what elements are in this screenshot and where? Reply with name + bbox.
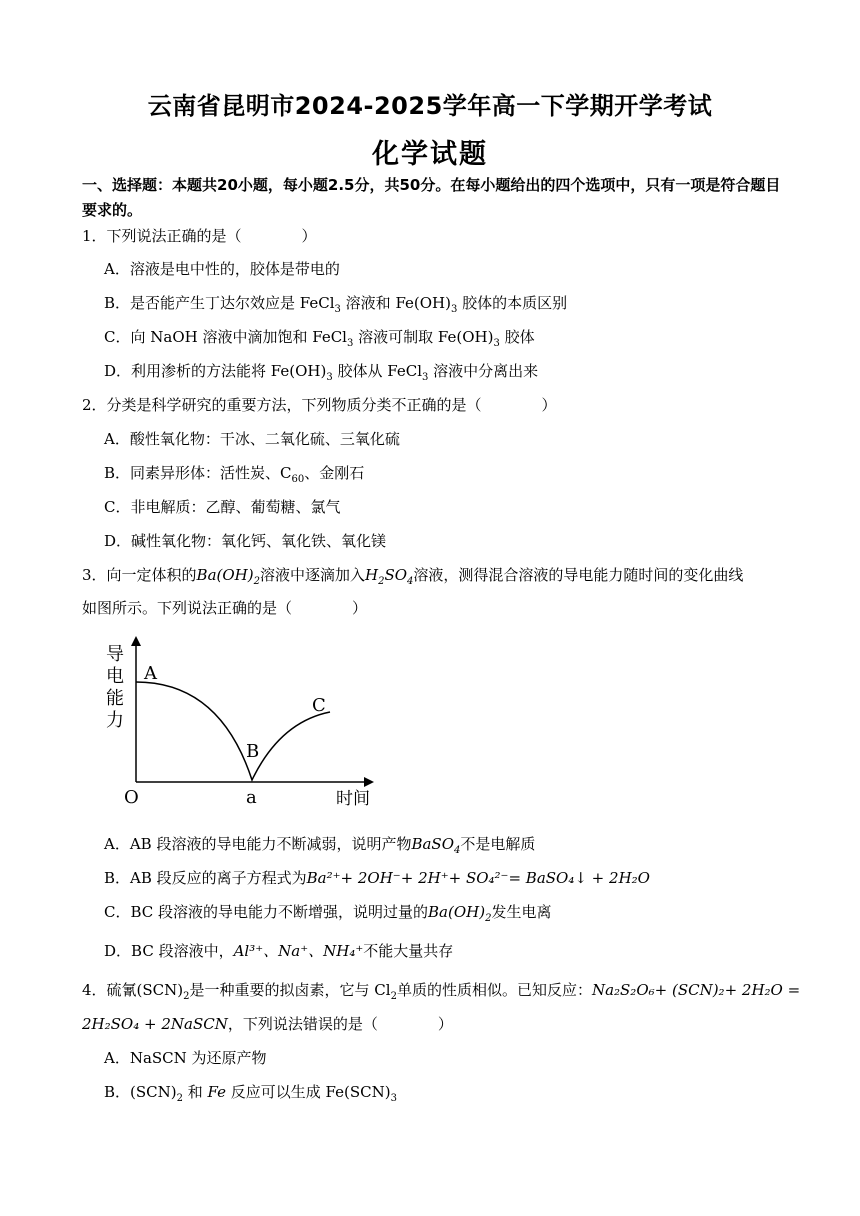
point-label-a: A [144,663,157,684]
q2-stem: 2．分类是科学研究的重要方法，下列物质分类不正确的是（ ） [82,396,557,414]
q4-option-b: B．$(SCN)_2$ 和 Fe 反应可以生成 $Fe(SCN)_3$ [104,1083,397,1104]
y-axis-label-1: 导 [106,644,124,665]
origin-label: O [124,787,139,808]
y-axis-label-3: 能 [106,688,124,709]
conductivity-chart [100,632,390,812]
q3-stem-line1: 3．向一定体积的$Ba(OH)_2$溶液中逐滴加入$H_2SO_4$溶液，测得混合溶液的导电能力随时间的变化曲线 [82,566,744,587]
y-axis-label-4: 力 [106,710,124,731]
q3-option-b: B．AB 段反应的离子方程式为Ba²⁺+ 2OH⁻+ 2H⁺+ SO₄²⁻= BaSO₄↓ + 2H₂O [104,869,650,887]
q2-option-b: B．同素异形体：活性炭、$C_{60}$、金刚石 [104,464,365,485]
point-label-c: C [312,695,326,716]
q3-option-d: D．BC 段溶液中，Al³⁺、Na⁺、NH₄⁺不能大量共存 [104,942,454,960]
y-axis-arrow [131,636,141,646]
x-tick-label-a: a [246,787,257,808]
q1-option-d: D．利用渗析的方法能将 $Fe(OH)_3$ 胶体从 FeCl$_3$ 溶液中分离出来 [104,362,539,383]
exam-subtitle: 化学试题 [372,139,488,170]
q3-option-c: C．BC 段溶液的导电能力不断增强，说明过量的$Ba(OH)_2$发生电离 [104,903,552,924]
q1-option-b: B．是否能产生丁达尔效应是 FeCl$_3$ 溶液和 $Fe(OH)_3$ 胶体的本质区别 [104,294,568,315]
q4-option-a: A．NaSCN 为还原产物 [104,1049,267,1067]
q1-option-c: C．向 NaOH 溶液中滴加饱和 FeCl$_3$ 溶液可制取 $Fe(OH)_3$ 胶体 [104,328,535,349]
q3-option-a: A．AB 段溶液的导电能力不断减弱，说明产物BaSO$_4$不是电解质 [104,835,536,856]
q2-option-a: A．酸性氧化物：干冰、二氧化硫、三氧化硫 [104,430,400,448]
q4-stem-line1: 4．硫氰$(SCN)_2$是一种重要的拟卤素，它与 $Cl_2$单质的性质相似。已知反应：Na₂S₂O₆+ (SCN)₂+ 2H₂O = [82,981,801,1002]
q1-option-a: A．溶液是电中性的，胶体是带电的 [104,260,340,278]
q3-stem-line2: 如图所示。下列说法正确的是（ ） [82,599,368,617]
q1-stem: 1．下列说法正确的是（ ） [82,227,317,245]
point-label-b: B [246,741,260,762]
x-axis-arrow [364,777,374,787]
q2-option-c: C．非电解质：乙醇、葡萄糖、氯气 [104,498,341,516]
x-axis-label: 时间 [336,789,370,809]
section-heading: 一、选择题：本题共20小题，每小题2.5分，共50分。在每小题给出的四个选项中，只有一项是符合题目要求的。 [82,176,781,219]
q4-stem-line2: 2H₂SO₄ + 2NaSCN，下列说法错误的是（ ） [82,1015,453,1033]
exam-title: 云南省昆明市2024-2025学年高一下学期开学考试 [147,92,713,120]
conductivity-curve [136,682,330,780]
q2-option-d: D．碱性氧化物：氧化钙、氧化铁、氧化镁 [104,532,387,550]
y-axis-label-2: 电 [106,666,124,687]
